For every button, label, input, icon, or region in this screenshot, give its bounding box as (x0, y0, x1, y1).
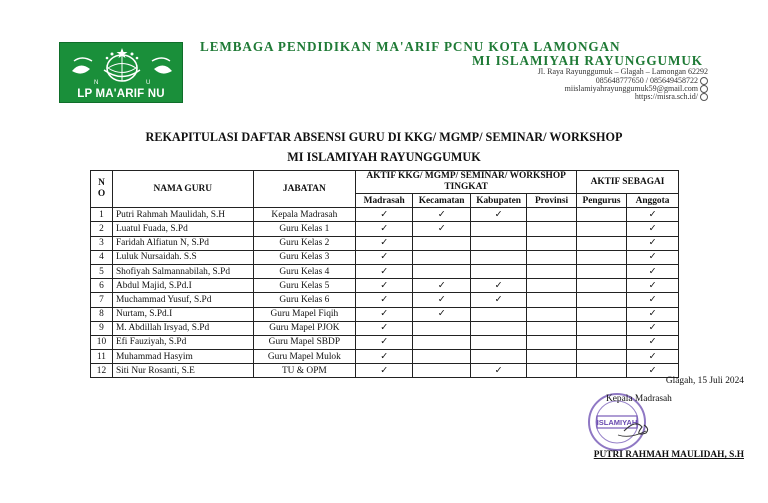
col-header-aktif-tingkat: AKTIF KKG/ MGMP/ SEMINAR/ WORKSHOP TINGKAT (356, 171, 577, 194)
cell-nama: Luatul Fuada, S.Pd (112, 222, 253, 236)
cell-madrasah (356, 250, 413, 264)
check-mark-icon: ✓ (437, 223, 446, 234)
col-header-provinsi: Provinsi (527, 194, 577, 208)
cell-jabatan: Kepala Madrasah (253, 208, 356, 222)
cell-no: 6 (91, 279, 113, 293)
cell-madrasah (356, 264, 413, 278)
cell-madrasah (356, 364, 413, 378)
cell-anggota (626, 350, 678, 364)
cell-kecamatan (413, 264, 471, 278)
cell-provinsi (527, 236, 577, 250)
table-row (91, 350, 679, 364)
col-header-aktif-sebagai: AKTIF SEBAGAI (577, 171, 679, 194)
check-mark-icon: ✓ (380, 266, 389, 277)
check-mark-icon: ✓ (380, 252, 389, 263)
signer-role: Kepala Madrasah (606, 394, 672, 404)
col-header-nama: NAMA GURU (112, 171, 253, 208)
cell-madrasah (356, 350, 413, 364)
cell-pengurus (577, 222, 627, 236)
cell-kabupaten (471, 307, 527, 321)
place-date: Glagah, 15 Juli 2024 (665, 376, 744, 386)
check-mark-icon: ✓ (380, 365, 389, 376)
cell-kabupaten (471, 264, 527, 278)
table-row (91, 307, 679, 321)
header-address (538, 67, 708, 76)
table-row (91, 236, 679, 250)
table-row (91, 250, 679, 264)
check-mark-icon: ✓ (380, 351, 389, 362)
cell-kecamatan (413, 293, 471, 307)
cell-provinsi (527, 350, 577, 364)
globe-icon (700, 93, 708, 101)
cell-provinsi (527, 222, 577, 236)
cell-nama: Abdul Majid, S.Pd.I (112, 279, 253, 293)
cell-nama: Nurtam, S.Pd.I (112, 307, 253, 321)
check-mark-icon: ✓ (648, 209, 657, 220)
cell-kecamatan (413, 364, 471, 378)
check-mark-icon: ✓ (380, 280, 389, 291)
cell-kecamatan (413, 321, 471, 335)
cell-no: 7 (91, 293, 113, 307)
cell-kabupaten (471, 364, 527, 378)
check-mark-icon: ✓ (648, 294, 657, 305)
cell-nama: M. Abdillah Irsyad, S.Pd (112, 321, 253, 335)
check-mark-icon: ✓ (380, 209, 389, 220)
logo-letter-n: N (94, 80, 99, 86)
header-website (635, 92, 708, 101)
cell-no: 4 (91, 250, 113, 264)
col-header-madrasah: Madrasah (356, 194, 413, 208)
check-mark-icon: ✓ (380, 323, 389, 334)
cell-madrasah (356, 236, 413, 250)
check-mark-icon: ✓ (648, 223, 657, 234)
cell-jabatan: Guru Kelas 5 (253, 279, 356, 293)
check-mark-icon: ✓ (380, 238, 389, 249)
check-mark-icon: ✓ (648, 337, 657, 348)
cell-anggota (626, 222, 678, 236)
cell-jabatan: Guru Kelas 2 (253, 236, 356, 250)
cell-anggota (626, 307, 678, 321)
cell-provinsi (527, 364, 577, 378)
cell-jabatan: Guru Mapel Mulok (253, 350, 356, 364)
check-mark-icon: ✓ (648, 351, 657, 362)
cell-nama: Shofiyah Salmannabilah, S.Pd (112, 264, 253, 278)
cell-no: 5 (91, 264, 113, 278)
cell-pengurus (577, 293, 627, 307)
cell-jabatan: TU & OPM (253, 364, 356, 378)
attendance-table (90, 170, 679, 378)
check-mark-icon: ✓ (494, 280, 503, 291)
cell-jabatan: Guru Kelas 1 (253, 222, 356, 236)
cell-anggota (626, 321, 678, 335)
cell-madrasah (356, 208, 413, 222)
table-row (91, 364, 679, 378)
cell-kabupaten (471, 321, 527, 335)
cell-provinsi (527, 335, 577, 349)
check-mark-icon: ✓ (648, 252, 657, 263)
cell-nama: Muchammad Yusuf, S.Pd (112, 293, 253, 307)
cell-kabupaten (471, 250, 527, 264)
col-header-anggota: Anggota (626, 194, 678, 208)
nu-globe-icon (68, 47, 176, 87)
cell-provinsi (527, 293, 577, 307)
cell-madrasah (356, 321, 413, 335)
table-body (91, 208, 679, 378)
cell-nama: Faridah Alfiatun N, S.Pd (112, 236, 253, 250)
check-mark-icon: ✓ (380, 223, 389, 234)
cell-pengurus (577, 250, 627, 264)
cell-jabatan: Guru Kelas 3 (253, 250, 356, 264)
table-row (91, 279, 679, 293)
cell-madrasah (356, 307, 413, 321)
cell-pengurus (577, 321, 627, 335)
col-header-kecamatan: Kecamatan (413, 194, 471, 208)
cell-madrasah (356, 293, 413, 307)
logo-text: LP MA'ARIF NU (77, 88, 165, 100)
cell-nama: Muhammad Hasyim (112, 350, 253, 364)
cell-nama: Luluk Nursaidah. S.S (112, 250, 253, 264)
cell-no: 1 (91, 208, 113, 222)
header-institution: LEMBAGA PENDIDIKAN MA'ARIF PCNU KOTA LAMONGAN (200, 39, 621, 54)
cell-kabupaten (471, 335, 527, 349)
col-header-no: NO (91, 171, 113, 208)
cell-kabupaten (471, 279, 527, 293)
cell-nama: Siti Nur Rosanti, S.E (112, 364, 253, 378)
cell-provinsi (527, 208, 577, 222)
table-row (91, 335, 679, 349)
check-mark-icon: ✓ (437, 280, 446, 291)
cell-pengurus (577, 236, 627, 250)
check-mark-icon: ✓ (437, 309, 446, 320)
stamp-text: ISLAMIYAH (596, 418, 638, 427)
cell-no: 10 (91, 335, 113, 349)
table-row (91, 293, 679, 307)
cell-nama: Efi Fauziyah, S.Pd (112, 335, 253, 349)
check-mark-icon: ✓ (380, 294, 389, 305)
cell-pengurus (577, 208, 627, 222)
check-mark-icon: ✓ (494, 209, 503, 220)
cell-anggota (626, 335, 678, 349)
cell-provinsi (527, 264, 577, 278)
cell-anggota (626, 236, 678, 250)
check-mark-icon: ✓ (648, 365, 657, 376)
cell-nama: Putri Rahmah Maulidah, S.H (112, 208, 253, 222)
cell-kabupaten (471, 236, 527, 250)
cell-madrasah (356, 335, 413, 349)
cell-kecamatan (413, 222, 471, 236)
check-mark-icon: ✓ (437, 294, 446, 305)
cell-pengurus (577, 350, 627, 364)
cell-jabatan: Guru Mapel PJOK (253, 321, 356, 335)
cell-anggota (626, 293, 678, 307)
cell-kecamatan (413, 350, 471, 364)
cell-anggota (626, 264, 678, 278)
check-mark-icon: ✓ (648, 266, 657, 277)
cell-kecamatan (413, 335, 471, 349)
cell-kecamatan (413, 250, 471, 264)
check-mark-icon: ✓ (437, 209, 446, 220)
phone-text: 085648777650 / 085649458722 (595, 76, 698, 85)
cell-kecamatan (413, 279, 471, 293)
cell-jabatan: Guru Kelas 6 (253, 293, 356, 307)
cell-no: 3 (91, 236, 113, 250)
cell-kecamatan (413, 236, 471, 250)
check-mark-icon: ✓ (648, 280, 657, 291)
cell-kabupaten (471, 293, 527, 307)
cell-provinsi (527, 307, 577, 321)
cell-provinsi (527, 321, 577, 335)
cell-provinsi (527, 279, 577, 293)
cell-no: 9 (91, 321, 113, 335)
cell-kabupaten (471, 222, 527, 236)
cell-anggota (626, 279, 678, 293)
col-header-kabupaten: Kabupaten (471, 194, 527, 208)
table-row (91, 222, 679, 236)
email-text: miislamiyahrayunggumuk59@gmail.com (564, 84, 698, 93)
doc-subtitle: MI ISLAMIYAH RAYUNGGUMUK (287, 150, 481, 164)
col-header-pengurus: Pengurus (577, 194, 627, 208)
cell-provinsi (527, 250, 577, 264)
cell-no: 2 (91, 222, 113, 236)
cell-kecamatan (413, 307, 471, 321)
table-row (91, 321, 679, 335)
table-row (91, 208, 679, 222)
cell-kabupaten (471, 350, 527, 364)
check-mark-icon: ✓ (648, 323, 657, 334)
cell-madrasah (356, 279, 413, 293)
cell-pengurus (577, 279, 627, 293)
cell-no: 8 (91, 307, 113, 321)
cell-kecamatan (413, 208, 471, 222)
signer-name: PUTRI RAHMAH MAULIDAH, S.H (593, 450, 744, 460)
check-mark-icon: ✓ (648, 309, 657, 320)
check-mark-icon: ✓ (494, 365, 503, 376)
check-mark-icon: ✓ (380, 337, 389, 348)
lp-maarif-logo (59, 42, 183, 103)
check-mark-icon: ✓ (380, 309, 389, 320)
cell-madrasah (356, 222, 413, 236)
cell-anggota (626, 250, 678, 264)
cell-pengurus (577, 307, 627, 321)
cell-no: 11 (91, 350, 113, 364)
check-mark-icon: ✓ (494, 294, 503, 305)
cell-pengurus (577, 364, 627, 378)
cell-jabatan: Guru Mapel SBDP (253, 335, 356, 349)
table-row (91, 264, 679, 278)
col-header-jabatan: JABATAN (253, 171, 356, 208)
doc-title: REKAPITULASI DAFTAR ABSENSI GURU DI KKG/ MGMP/ SEMINAR/ WORKSHOP (145, 130, 623, 144)
address-text: Jl. Raya Rayunggumuk – Glagah – Lamongan 62292 (537, 67, 708, 76)
cell-jabatan: Guru Kelas 4 (253, 264, 356, 278)
logo-letter-u: U (146, 80, 151, 86)
header-school: MI ISLAMIYAH RAYUNGGUMUK (472, 53, 703, 68)
cell-kabupaten (471, 208, 527, 222)
cell-no: 12 (91, 364, 113, 378)
cell-anggota (626, 208, 678, 222)
check-mark-icon: ✓ (648, 238, 657, 249)
cell-jabatan: Guru Mapel Fiqih (253, 307, 356, 321)
cell-pengurus (577, 335, 627, 349)
cell-pengurus (577, 264, 627, 278)
website-text: https://misra.sch.id/ (634, 92, 698, 101)
